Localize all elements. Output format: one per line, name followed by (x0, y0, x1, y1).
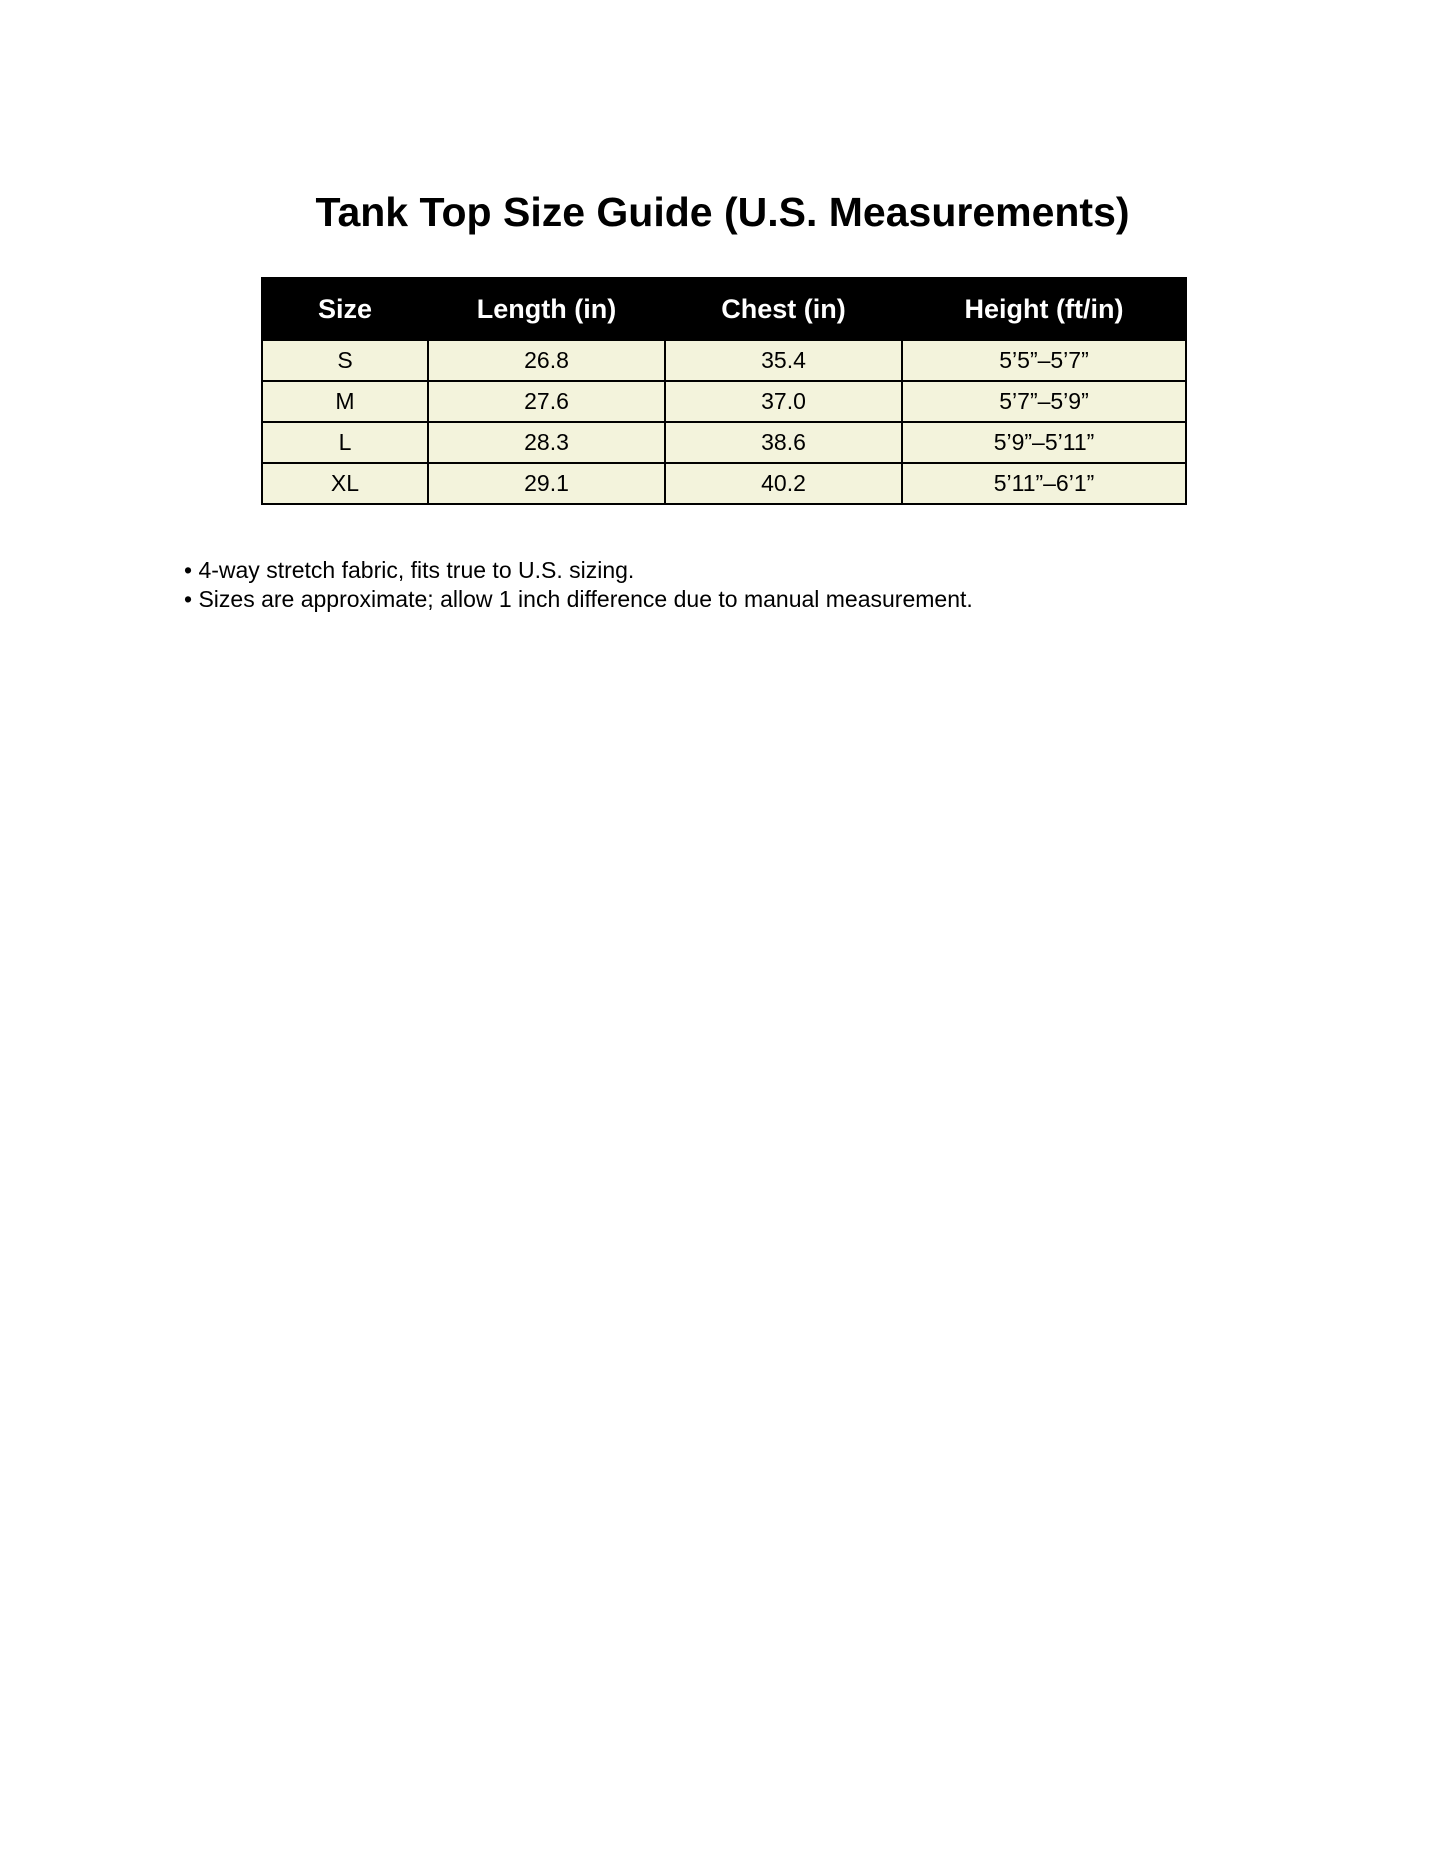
cell-height: 5’7”–5’9” (902, 381, 1186, 422)
cell-chest: 35.4 (665, 340, 902, 381)
column-header-height: Height (ft/in) (902, 278, 1186, 340)
cell-chest: 37.0 (665, 381, 902, 422)
cell-length: 29.1 (428, 463, 665, 504)
cell-height: 5’9”–5’11” (902, 422, 1186, 463)
cell-chest: 38.6 (665, 422, 902, 463)
note-item: • Sizes are approximate; allow 1 inch difference due to manual measurement. (184, 585, 973, 614)
size-chart-table (261, 277, 1187, 505)
table-row (262, 381, 1186, 422)
cell-size: S (262, 340, 428, 381)
column-header-size: Size (262, 278, 428, 340)
cell-size: L (262, 422, 428, 463)
table-row (262, 340, 1186, 381)
cell-size: M (262, 381, 428, 422)
page-title: Tank Top Size Guide (U.S. Measurements) (315, 189, 1130, 235)
cell-length: 26.8 (428, 340, 665, 381)
cell-height: 5’11”–6’1” (902, 463, 1186, 504)
cell-length: 27.6 (428, 381, 665, 422)
column-header-length: Length (in) (428, 278, 665, 340)
column-header-chest: Chest (in) (665, 278, 902, 340)
table-header-row (262, 278, 1186, 340)
cell-size: XL (262, 463, 428, 504)
note-item: • 4-way stretch fabric, fits true to U.S. sizing. (184, 556, 973, 585)
cell-chest: 40.2 (665, 463, 902, 504)
notes-list (184, 556, 973, 614)
table-row (262, 463, 1186, 504)
cell-height: 5’5”–5’7” (902, 340, 1186, 381)
table-row (262, 422, 1186, 463)
cell-length: 28.3 (428, 422, 665, 463)
